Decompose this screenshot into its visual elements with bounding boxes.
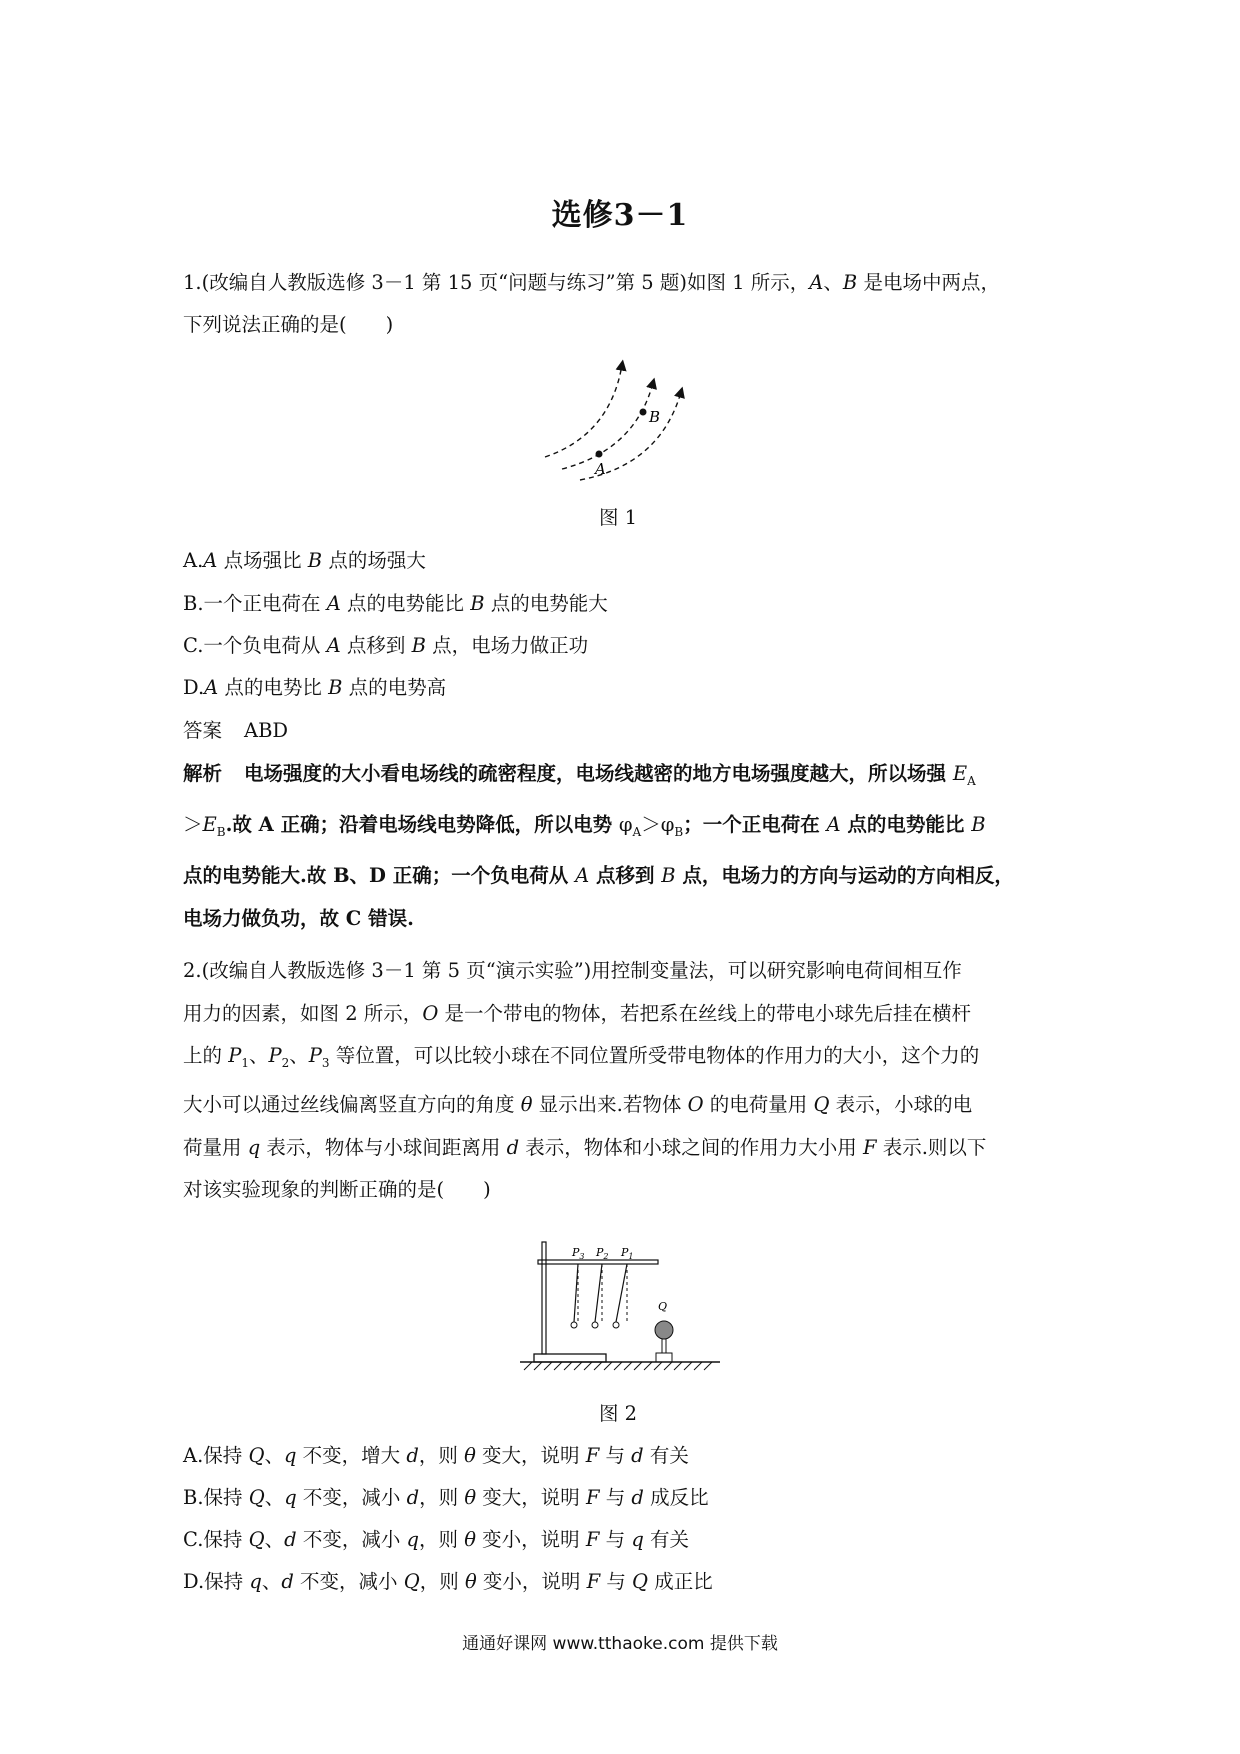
page-title: 选修3－1 (551, 198, 689, 233)
q2-option-d: D.保持 q、d 不变，减小 Q，则 θ 变小，说明 F 与 Q 成正比 (183, 1570, 713, 1593)
label-P3: $P_3$ (572, 1246, 585, 1261)
q2-option-c: C.保持 Q、d 不变，减小 q，则 θ 变小，说明 F 与 q 有关 (183, 1528, 689, 1551)
label-B: B (649, 408, 661, 426)
label-Q: Q (658, 1300, 668, 1313)
point-A (596, 451, 603, 458)
label-P1: $P_1$ (621, 1246, 634, 1261)
figure-1-field-lines (540, 355, 720, 485)
stand-base (534, 1354, 606, 1362)
point-B (640, 409, 647, 416)
label-P2: $P_2$ (596, 1246, 609, 1261)
crossbar (538, 1260, 658, 1264)
q2-option-a: A.保持 Q、q 不变，增大 d，则 θ 变大，说明 F 与 d 有关 (183, 1444, 689, 1467)
ball-3 (613, 1322, 619, 1328)
q1-option-a: A.A 点场强比 B 点的场强大 (183, 549, 426, 572)
q1-option-d: D.A 点的电势比 B 点的电势高 (183, 676, 447, 699)
field-line-1 (545, 365, 622, 457)
figure-2-caption: 图 2 (598, 1402, 638, 1425)
charged-sphere (655, 1321, 673, 1339)
ball-2 (592, 1322, 598, 1328)
q1-analysis: 解析 电场强度的大小看电场线的疏密程度，电场线越密的地方电场强度越大，所以场强 $E_A$ $>E_B$.故 A 正确；沿着电场线电势降低，所以电势 $\varphi_A>\varphi_B$；一个正电荷在 A 点的电势能比 B 点的电势能大.故 B、D 正确；一个负电荷从 A 点移到 B 点，电场力的方向与运动的方向相反， 电场力做负功，故 C 错误. (183, 762, 1014, 930)
stand-pole (542, 1242, 546, 1354)
q1-option-b: B.一个正电荷在 A 点的电势能比 B 点的电势能大 (183, 592, 608, 615)
q1-stem-line2: 下列说法正确的是( ) (183, 313, 394, 336)
figure-1-caption: 图 1 (598, 506, 638, 529)
q2-option-b: B.保持 Q、q 不变，减小 d，则 θ 变大，说明 F 与 d 成反比 (183, 1486, 709, 1509)
q2-stem: 2.(改编自人教版选修 3－1 第 5 页“演示实验”)用控制变量法，可以研究影响电荷间相互作 用力的因素，如图 2 所示，O 是一个带电的物体，若把系在丝线上的带电小球先后挂在横杆 上的 $P_1$、$P_2$、$P_3$ 等位置，可以比较小球在不同位置所受带电物体的作用力的大小，这个力的 大小可以通过丝线偏离竖直方向的角度 θ 显示出来.若物体 O 的电荷量用 Q 表示，小球的电 荷量用 q 表示，物体与小球间距离用 d 表示，物体和小球之间的作用力大小用 F 表示.则以下 对该实验现象的判断正确的是( ) (183, 959, 987, 1202)
ball-1 (571, 1322, 577, 1328)
footer-source: 通通好课网 www.tthaoke.com 提供下载 (462, 1634, 778, 1654)
q1-answer: 答案 ABD (183, 719, 289, 742)
label-A: A (595, 460, 606, 478)
q1-option-c: C.一个负电荷从 A 点移到 B 点，电场力做正功 (183, 634, 589, 657)
q1-stem: 1.(改编自人教版选修 3－1 第 15 页“问题与练习”第 5 题)如图 1 所示，A、B 是电场中两点， (183, 271, 1000, 294)
figure-2-apparatus (520, 1240, 720, 1380)
